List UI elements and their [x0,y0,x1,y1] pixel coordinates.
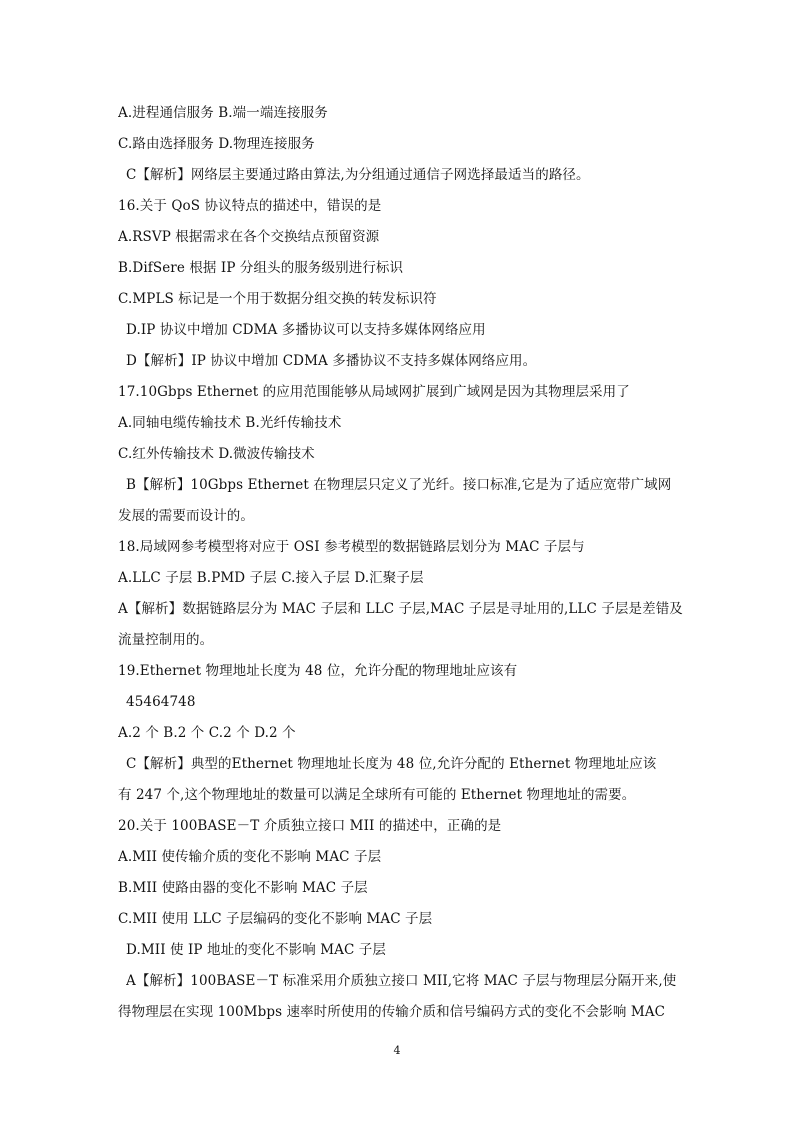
question-line: 20.关于 100BASE－T 介质独立接口 MII 的描述中，正确的是 [118,818,502,834]
answer-option-line: A.LLC 子层 B.PMD 子层 C.接入子层 D.汇聚子层 [118,570,424,586]
explanation-line: D【解析】IP 协议中增加 CDMA 多播协议不支持多媒体网络应用。 [126,353,537,369]
answer-option-line: C.路由选择服务 D.物理连接服务 [118,136,315,152]
explanation-line: C【解析】典型的Ethernet 物理地址长度为 48 位,允许分配的 Ethernet 物理地址应该 [126,756,657,772]
answer-option-line: B.MII 使路由器的变化不影响 MAC 子层 [118,880,368,896]
answer-option-line: A.2 个 B.2 个 C.2 个 D.2 个 [118,725,296,741]
answer-option-line: A.MII 使传输介质的变化不影响 MAC 子层 [118,849,382,865]
explanation-line: 流量控制用的。 [118,632,214,648]
answer-option-line: A.RSVP 根据需求在各个交换结点预留资源 [118,229,380,245]
explanation-line: C【解析】网络层主要通过路由算法,为分组通过通信子网选择最适当的路径。 [126,167,590,183]
explanation-line: A【解析】100BASE－T 标准采用介质独立接口 MII,它将 MAC 子层与物理层分隔开来,使 [126,973,677,989]
question-line: 16.关于 QoS 协议特点的描述中，错误的是 [118,198,382,214]
explanation-line: B【解析】10Gbps Ethernet 在物理层只定义了光纤。接口标准,它是为了适应宽带广域网 [126,477,672,493]
question-line: 17.10Gbps Ethernet 的应用范围能够从局域网扩展到广域网是因为其物理层采用了 [118,384,630,400]
answer-option-line: D.MII 使 IP 地址的变化不影响 MAC 子层 [126,942,386,958]
answer-option-line: A.同轴电缆传输技术 B.光纤传输技术 [118,415,342,431]
explanation-line: A【解析】数据链路层分为 MAC 子层和 LLC 子层,MAC 子层是寻址用的,LLC 子层是差错及 [118,601,683,617]
answer-option-line: B.DifSere 根据 IP 分组头的服务级别进行标识 [118,260,404,276]
answer-option-line: C.MII 使用 LLC 子层编码的变化不影响 MAC 子层 [118,911,433,927]
numeric-line: 45464748 [126,694,196,710]
page-number: 4 [393,1044,401,1057]
question-line: 19.Ethernet 物理地址长度为 48 位，允许分配的物理地址应该有 [118,663,518,679]
answer-option-line: C.MPLS 标记是一个用于数据分组交换的转发标识符 [118,291,437,307]
explanation-line: 有 247 个,这个物理地址的数量可以满足全球所有可能的 Ethernet 物理地址的需要。 [118,787,636,803]
explanation-line: 发展的需要而设计的。 [118,508,254,524]
question-line: 18.局域网参考模型将对应于 OSI 参考模型的数据链路层划分为 MAC 子层与 [118,539,585,555]
explanation-line: 得物理层在实现 100Mbps 速率时所使用的传输介质和信号编码方式的变化不会影响 MAC [118,1004,666,1020]
answer-option-line: A.进程通信服务 B.端一端连接服务 [118,105,328,121]
answer-option-line: C.红外传输技术 D.微波传输技术 [118,446,315,462]
answer-option-line: D.IP 协议中增加 CDMA 多播协议可以支持多媒体网络应用 [126,322,486,338]
